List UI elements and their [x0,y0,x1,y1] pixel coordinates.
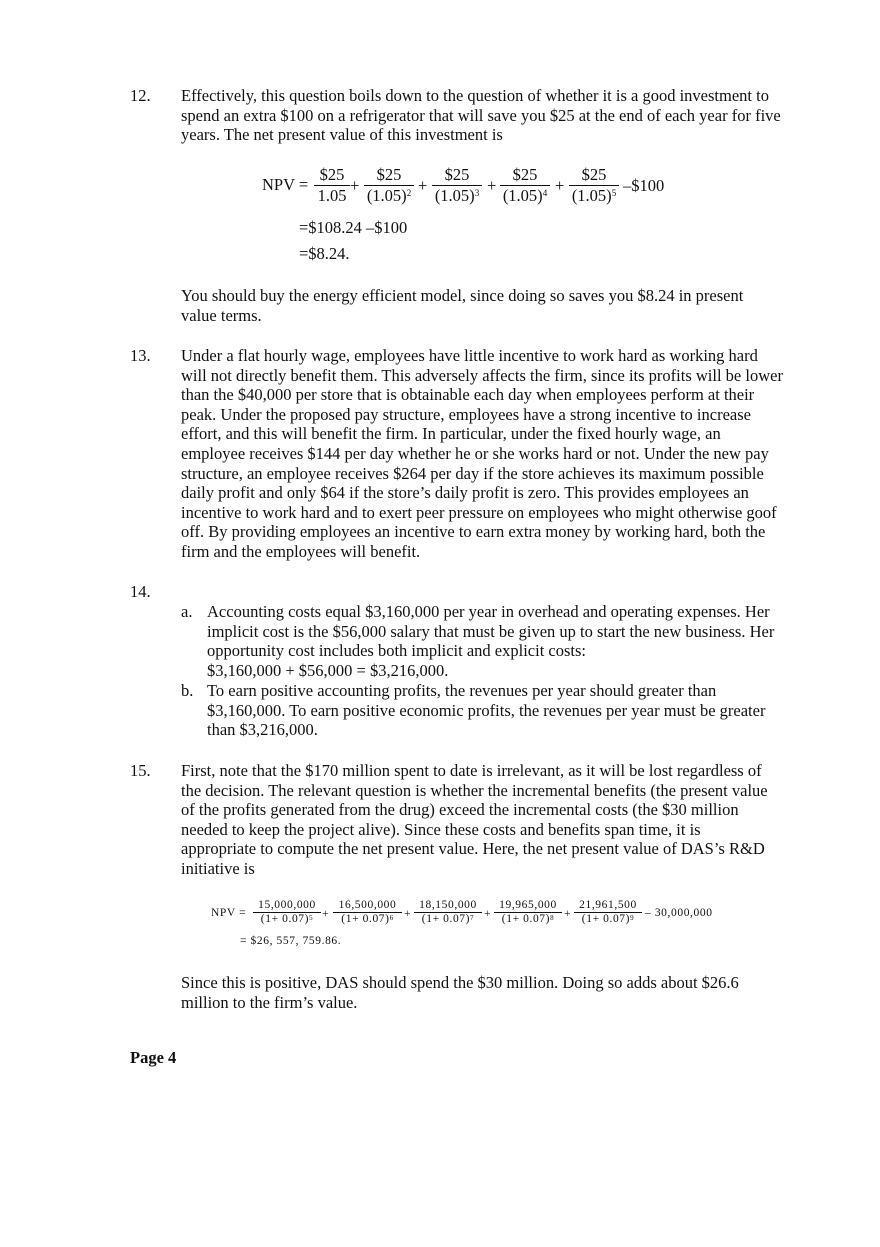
denominator-base: (1.05) [571,185,612,205]
q15-term-1-denominator [253,913,321,926]
q15-term-5-denominator [574,913,642,926]
q12-term-3-denominator [432,186,482,206]
q13-text: Under a flat hourly wage, employees have little incentive to work hard as working hard will not directly benefit them. This adversely affects the firm, since its profits will be lower than the $40,000 per store that is obtainable each day when employees perform at their peak. Under the proposed pay structure, employees have a strong incentive to increase effort, and this will benefit the firm. In particular, under the fixed hourly wage, an employee receives $144 per day whether he or she works hard or not. Under the new pay structure, an employee receives $264 per day if the store achieves its maximum possible daily profit and only $64 if the store’s daily profit is zero. This provides employees an incentive to work hard and to exert peer pressure on employees who might otherwise goof off. By providing employees an incentive to earn extra money by working hard, both the firm and the employees will benefit. [181,346,783,561]
q15-minus-cost: – 30,000,000 [645,907,713,919]
exponent: 5 [309,914,314,922]
q12-term-4-denominator [500,186,550,206]
q15-term-2 [333,899,402,926]
exponent: 8 [550,914,555,922]
denominator-base: (1.05) [502,185,543,205]
q15-term-3-denominator [414,913,482,926]
exponent: 4 [542,187,548,198]
page-number-label: Page 4 [130,1048,177,1067]
q12-line-3: =$8.24. [299,244,350,263]
denominator-base: (1+ 0.07) [260,913,310,925]
exponent: 2 [406,187,412,198]
plus-sign: + [564,908,572,920]
plus-sign: + [555,176,565,195]
denominator-base: (1+ 0.07) [581,913,631,925]
q12-term-1-denominator: 1.05 [317,185,347,205]
denominator-base: (1+ 0.07) [421,913,471,925]
q14-a-label: a. [181,602,193,621]
q12-number: 12. [130,86,151,105]
q14-number: 14. [130,582,151,601]
q15-term-4-numerator: 19,965,000 [499,899,557,911]
q12-term-2-numerator: $25 [376,165,402,184]
q14-a-body: Accounting costs equal $3,160,000 per year in overhead and operating expenses. Her implicit cost is the $56,000 salary that must be given up to start the new business. Her opportunity cost includes both implicit and explicit costs: [207,602,775,661]
exponent: 3 [474,187,480,198]
q15-term-1-numerator: 15,000,000 [258,899,316,911]
q15-result: = $26, 557, 759.86. [240,935,342,947]
exponent: 9 [630,914,635,922]
q12-term-3-numerator: $25 [444,165,470,184]
q12-npv-label: NPV = [262,175,309,194]
q13-number: 13. [130,346,151,365]
q12-term-2 [364,165,414,205]
denominator-base: (1+ 0.07) [341,913,390,925]
denominator-base: (1.05) [434,185,475,205]
plus-sign: + [350,176,360,195]
q14-a-text [207,602,782,680]
q12-term-5-denominator [569,186,619,206]
q15-term-1 [253,899,321,926]
q14-a-calc: $3,160,000 + $56,000 = $3,216,000. [207,660,449,680]
denominator-base: (1+ 0.07) [501,913,551,925]
plus-sign: + [322,908,330,920]
q12-term-1 [314,165,350,205]
q14-b-text: To earn positive accounting profits, the revenues per year should greater than $3,160,000. To earn positive economic profits, the revenues per year must be greater than $3,216,000. [207,681,766,740]
q12-term-5-numerator: $25 [581,165,607,184]
q15-term-5-numerator: 21,961,500 [579,899,637,911]
q12-term-4 [500,165,550,205]
q15-term-2-numerator: 16,500,000 [338,899,397,911]
q12-conclusion: You should buy the energy efficient model, since doing so saves you $8.24 in present value terms. [181,286,744,325]
q15-term-5 [574,899,642,926]
q12-text: Effectively, this question boils down to the question of whether it is a good investment to spend an extra $100 on a refrigerator that will save you $25 at the end of each year for five years. The net present value of this investment is [181,86,781,145]
q15-term-2-denominator [333,913,402,926]
q15-npv-label: NPV = [211,907,247,919]
q15-term-4 [494,899,562,926]
q12-term-4-numerator: $25 [512,165,538,184]
q14-b-label: b. [181,681,194,700]
plus-sign: + [487,176,497,195]
exponent: 5 [611,187,617,198]
q12-line-2: =$108.24 –$100 [299,218,408,237]
q15-text: First, note that the $170 million spent to date is irrelevant, as it will be lost regardless of the decision. The relevant question is whether the incremental benefits (the present value of the profits generated from the drug) exceed the incremental costs (the $30 million needed to keep the project alive). Since these costs and benefits span time, it is appropriate to compute the net present value. Here, the net present value of DAS’s R&D initiative is [181,761,768,878]
exponent: 7 [470,914,475,922]
q12-term-2-denominator [364,186,414,206]
plus-sign: + [484,908,492,920]
q12-minus-cost: –$100 [623,176,665,195]
plus-sign: + [404,908,412,920]
q15-number: 15. [130,761,151,780]
q15-term-3-numerator: 18,150,000 [419,899,477,911]
q15-term-3 [414,899,482,926]
q15-term-4-denominator [494,913,562,926]
q12-term-1-numerator: $25 [319,165,345,184]
exponent: 6 [389,914,394,922]
denominator-base: (1.05) [366,185,407,205]
q12-term-5 [569,165,619,205]
plus-sign: + [418,176,428,195]
q12-term-3 [432,165,482,205]
q15-conclusion: Since this is positive, DAS should spend the $30 million. Doing so adds about $26.6 million to the firm’s value. [181,973,739,1012]
